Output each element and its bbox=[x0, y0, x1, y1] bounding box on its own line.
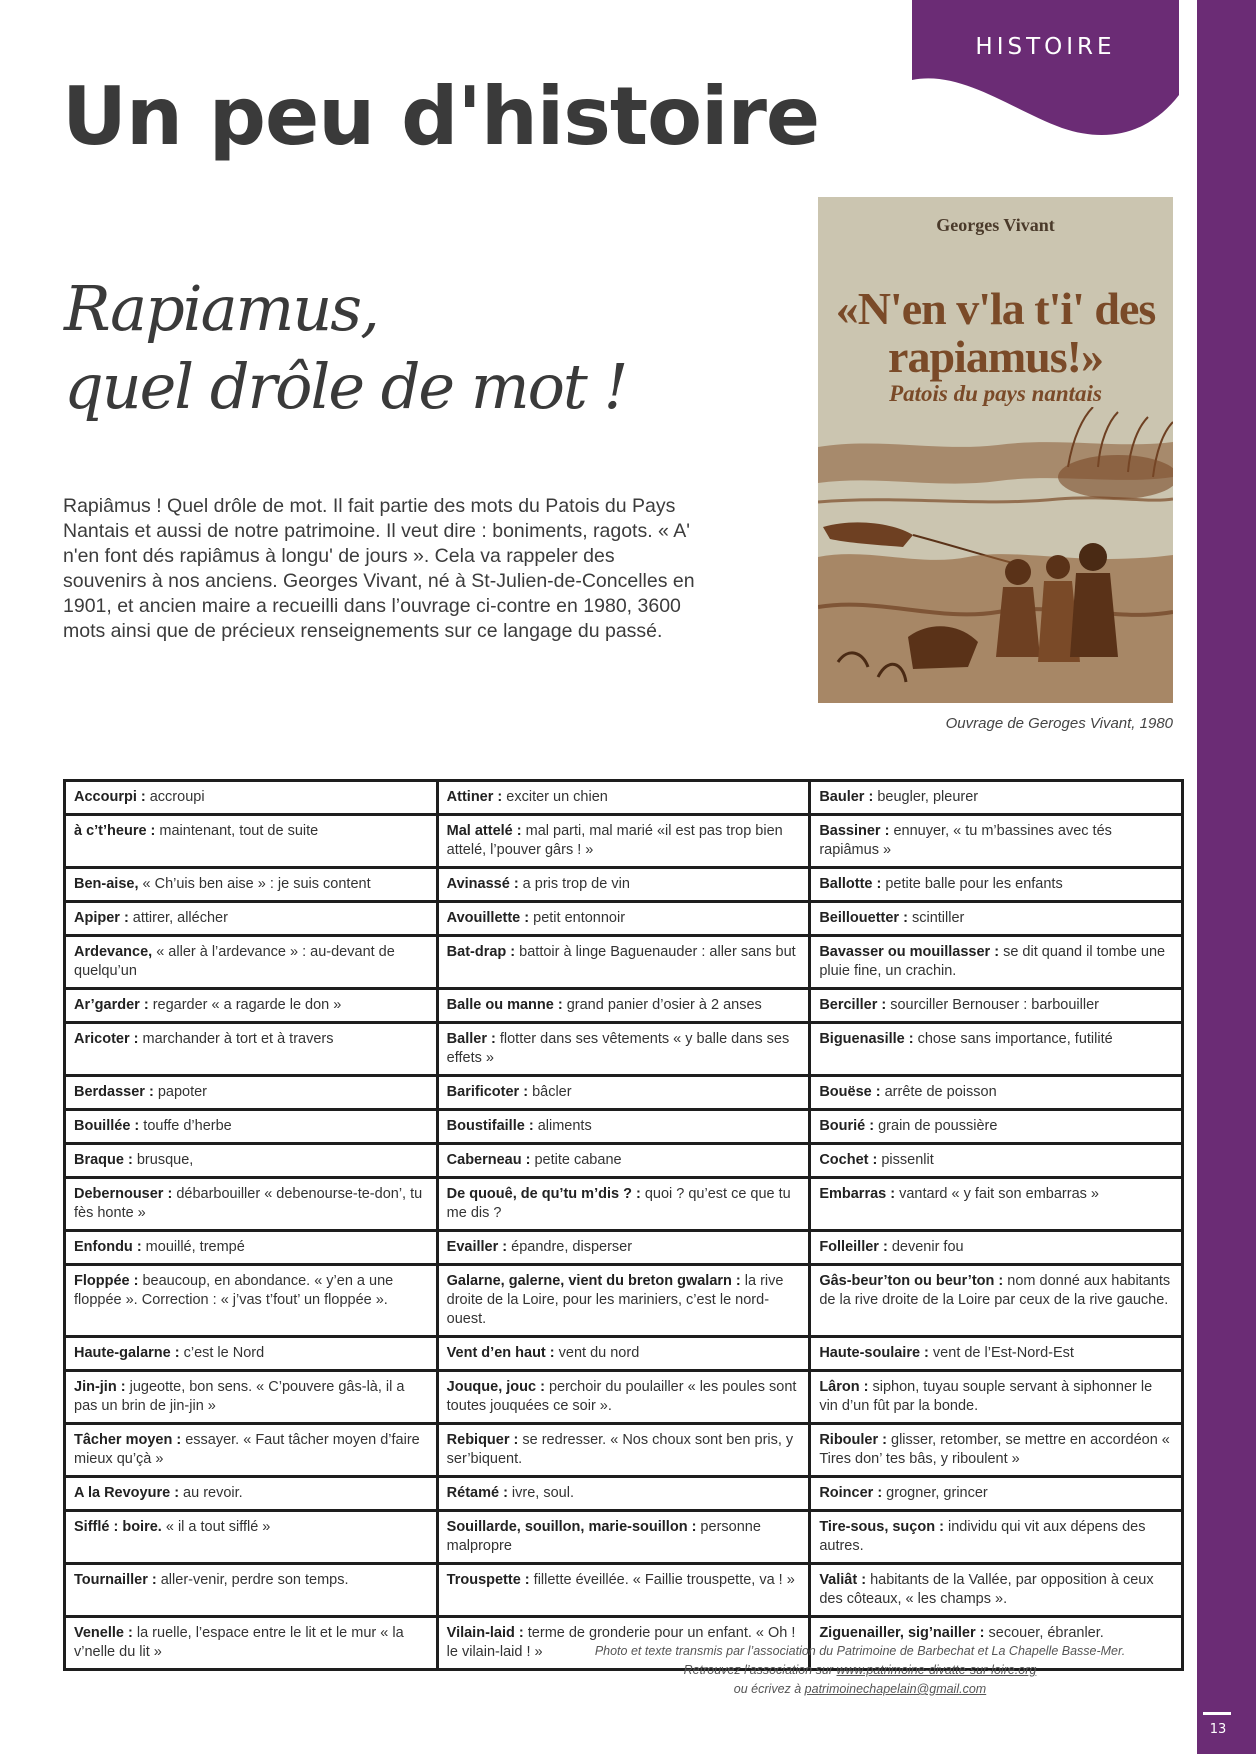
glossary-cell bbox=[810, 936, 1183, 989]
glossary-term: Galarne, galerne, vient du breton gwalarn : bbox=[446, 1273, 741, 1289]
glossary-definition: scintiller bbox=[907, 910, 965, 926]
glossary-term: Roincer : bbox=[819, 1485, 883, 1501]
glossary-definition: maintenant, tout de suite bbox=[155, 823, 319, 839]
glossary-term: Jin-jin : bbox=[74, 1379, 126, 1395]
glossary-cell bbox=[65, 1371, 438, 1424]
glossary-cell bbox=[810, 1371, 1183, 1424]
section-tab-shape bbox=[912, 0, 1179, 140]
glossary-term: Caberneau : bbox=[446, 1152, 531, 1168]
intro-paragraph: Rapiâmus ! Quel drôle de mot. Il fait partie des mots du Patois du Pays Nantais et aussi de notre patrimoine. Il veut dire : boniments, ragots. « A' n'en font dés rapiâmus à longu' de jours ». Cela va rappeler des souvenirs à nos anciens. Georges Vivant, né à St-Julien-de-Concelles en 1901, et ancien maire a recueilli dans l’ouvrage ci-contre en 1980, 3600 mots ainsi que de précieux renseignements sur ce langage du passé. bbox=[63, 495, 695, 642]
glossary-cell bbox=[810, 1265, 1183, 1337]
glossary-definition: vantard « y fait son embarras » bbox=[895, 1186, 1099, 1202]
glossary-definition: aller-venir, perdre son temps. bbox=[156, 1572, 349, 1588]
glossary-definition: la ruelle, l’espace entre le lit et le mur « la v’nelle du lit » bbox=[74, 1625, 404, 1660]
glossary-cell bbox=[65, 1511, 438, 1564]
table-row bbox=[65, 1477, 1183, 1511]
glossary-definition: vent de l’Est-Nord-Est bbox=[928, 1345, 1074, 1361]
glossary-term: Ribouler : bbox=[819, 1432, 887, 1448]
glossary-cell bbox=[810, 1178, 1183, 1231]
table-row bbox=[65, 1337, 1183, 1371]
glossary-cell bbox=[65, 936, 438, 989]
glossary-cell bbox=[65, 989, 438, 1023]
glossary-term: Ziguenailler, sig’nailler : bbox=[819, 1625, 985, 1641]
glossary-definition: accroupi bbox=[145, 789, 205, 805]
glossary-definition: battoir à linge Baguenauder : aller sans but bbox=[515, 944, 796, 960]
table-row bbox=[65, 1424, 1183, 1477]
glossary-cell bbox=[437, 1564, 810, 1617]
glossary-definition: marchander à tort et à travers bbox=[138, 1031, 334, 1047]
glossary-term: Biguenasille : bbox=[819, 1031, 914, 1047]
glossary-definition: grogner, grincer bbox=[882, 1485, 988, 1501]
glossary-definition: épandre, disperser bbox=[507, 1239, 633, 1255]
glossary-term: Rétamé : bbox=[446, 1485, 508, 1501]
glossary-term: Tire-sous, suçon : bbox=[819, 1519, 944, 1535]
glossary-term: Folleiller : bbox=[819, 1239, 888, 1255]
glossary-cell bbox=[437, 989, 810, 1023]
table-row bbox=[65, 1564, 1183, 1617]
subtitle-line-1: Rapiamus, bbox=[64, 272, 378, 345]
glossary-term: De quouê, de qu’tu m’dis ? : bbox=[446, 1186, 641, 1202]
glossary-definition: « Ch’uis ben aise » : je suis content bbox=[138, 876, 371, 892]
glossary-term: Bassiner : bbox=[819, 823, 890, 839]
glossary-body bbox=[65, 781, 1183, 1670]
glossary-term: Bat-drap : bbox=[446, 944, 516, 960]
table-row bbox=[65, 1511, 1183, 1564]
glossary-term: Aricoter : bbox=[74, 1031, 139, 1047]
glossary-definition: touffe d’herbe bbox=[139, 1118, 232, 1134]
glossary-term: Apiper : bbox=[74, 910, 129, 926]
glossary-cell bbox=[437, 936, 810, 989]
glossary-term: Tâcher moyen : bbox=[74, 1432, 182, 1448]
glossary-term: Lâron : bbox=[819, 1379, 869, 1395]
glossary-definition: exciter un chien bbox=[502, 789, 608, 805]
book-illustration bbox=[818, 407, 1173, 703]
glossary-term: Vent d’en haut : bbox=[446, 1345, 555, 1361]
glossary-definition: petit entonnoir bbox=[529, 910, 626, 926]
glossary-cell bbox=[65, 1424, 438, 1477]
glossary-cell bbox=[65, 1023, 438, 1076]
glossary-cell bbox=[437, 868, 810, 902]
glossary-cell bbox=[437, 1231, 810, 1265]
glossary-cell bbox=[437, 1110, 810, 1144]
glossary-definition: « il a tout sifflé » bbox=[161, 1519, 271, 1535]
glossary-term: Baller : bbox=[446, 1031, 496, 1047]
credits-line-3-text: ou écrivez à bbox=[733, 1682, 805, 1696]
book-title bbox=[818, 285, 1173, 381]
glossary-cell bbox=[437, 1265, 810, 1337]
glossary-cell bbox=[437, 781, 810, 815]
glossary-term: Cochet : bbox=[819, 1152, 878, 1168]
glossary-term: Berciller : bbox=[819, 997, 887, 1013]
glossary-term: Boustifaille : bbox=[446, 1118, 534, 1134]
glossary-term: Souillarde, souillon, marie-souillon : bbox=[446, 1519, 697, 1535]
glossary-definition: la rive droite de la Loire, pour les mariniers, c’est le nord-ouest. bbox=[446, 1273, 784, 1327]
glossary-cell bbox=[810, 1564, 1183, 1617]
subtitle bbox=[64, 270, 626, 426]
glossary-cell bbox=[810, 989, 1183, 1023]
book-subtitle: Patois du pays nantais bbox=[889, 381, 1102, 406]
glossary-definition: regarder « a ragarde le don » bbox=[148, 997, 342, 1013]
glossary-definition: habitants de la Vallée, par opposition à ceux des côteaux, « les champs ». bbox=[819, 1572, 1154, 1607]
glossary-definition: personne malpropre bbox=[446, 1519, 761, 1554]
subtitle-line-2: quel drôle de mot ! bbox=[64, 350, 627, 423]
glossary-cell bbox=[810, 1076, 1183, 1110]
glossary-cell bbox=[810, 1110, 1183, 1144]
glossary-cell bbox=[810, 902, 1183, 936]
glossary-definition: c’est le Nord bbox=[179, 1345, 265, 1361]
table-row bbox=[65, 1231, 1183, 1265]
glossary-term: Balle ou manne : bbox=[446, 997, 563, 1013]
glossary-cell bbox=[65, 1076, 438, 1110]
glossary-definition: jugeotte, bon sens. « C’pouvere gâs-là, il a pas un brin de jin-jin » bbox=[74, 1379, 405, 1414]
table-row bbox=[65, 1144, 1183, 1178]
glossary-definition: devenir fou bbox=[887, 1239, 964, 1255]
glossary-cell bbox=[65, 1617, 438, 1670]
glossary-term: Beillouetter : bbox=[819, 910, 908, 926]
glossary-definition: glisser, retomber, se mettre en accordéon « Tires don’ tes bâs, y riboulent » bbox=[819, 1432, 1170, 1467]
glossary-cell bbox=[437, 1424, 810, 1477]
glossary-cell bbox=[65, 868, 438, 902]
glossary-cell bbox=[437, 1511, 810, 1564]
glossary-cell bbox=[65, 1144, 438, 1178]
glossary-term: Vilain-laid : bbox=[446, 1625, 524, 1641]
glossary-cell bbox=[437, 1337, 810, 1371]
book-title-line-2: rapiamus!» bbox=[888, 331, 1103, 382]
credits-line-2-text: Retrouvez l’association sur bbox=[683, 1663, 837, 1677]
glossary-definition: petite balle pour les enfants bbox=[881, 876, 1063, 892]
glossary-cell bbox=[65, 781, 438, 815]
glossary-definition: débarbouiller « debenourse-te-don’, tu fès honte » bbox=[74, 1186, 423, 1221]
glossary-cell bbox=[810, 1477, 1183, 1511]
glossary-cell bbox=[810, 1231, 1183, 1265]
glossary-definition: se redresser. « Nos choux sont ben pris, y ser’biquent. bbox=[446, 1432, 794, 1467]
table-row bbox=[65, 868, 1183, 902]
glossary-term: Sifflé : boire. bbox=[74, 1519, 162, 1535]
glossary-definition: fillette éveillée. « Faillie trouspette, va ! » bbox=[529, 1572, 795, 1588]
glossary-definition: ennuyer, « tu m’bassines avec tés rapiâmus » bbox=[819, 823, 1112, 858]
book-author: Georges Vivant bbox=[936, 215, 1055, 235]
glossary-definition: a pris trop de vin bbox=[518, 876, 630, 892]
glossary-term: Barificoter : bbox=[446, 1084, 529, 1100]
glossary-term: Evailler : bbox=[446, 1239, 508, 1255]
glossary-cell bbox=[437, 1023, 810, 1076]
glossary-cell bbox=[437, 1178, 810, 1231]
table-row bbox=[65, 1023, 1183, 1076]
book-cover-image bbox=[818, 197, 1173, 703]
glossary-term: Debernouser : bbox=[74, 1186, 173, 1202]
glossary-term: Bouillée : bbox=[74, 1118, 140, 1134]
table-row bbox=[65, 936, 1183, 989]
book-caption: Ouvrage de Geroges Vivant, 1980 bbox=[945, 715, 1173, 732]
page-number-rule bbox=[1203, 1712, 1231, 1715]
glossary-term: Ar’garder : bbox=[74, 997, 149, 1013]
glossary-term: Braque : bbox=[74, 1152, 133, 1168]
glossary-cell bbox=[437, 1076, 810, 1110]
glossary-cell bbox=[65, 1231, 438, 1265]
glossary-definition: terme de gronderie pour un enfant. « Oh ! le vilain-laid ! » bbox=[446, 1625, 796, 1660]
table-row bbox=[65, 1265, 1183, 1337]
glossary-term: Valiât : bbox=[819, 1572, 867, 1588]
page-title: Un peu d'histoire bbox=[62, 70, 820, 163]
glossary-definition: « aller à l’ardevance » : au-devant de quelqu’un bbox=[74, 944, 395, 979]
glossary-definition: pissenlit bbox=[877, 1152, 934, 1168]
glossary-term: Rebiquer : bbox=[446, 1432, 519, 1448]
glossary-definition: vent du nord bbox=[554, 1345, 640, 1361]
glossary-term: Tournailler : bbox=[74, 1572, 157, 1588]
glossary-cell bbox=[65, 1337, 438, 1371]
glossary-cell bbox=[810, 815, 1183, 868]
table-row bbox=[65, 1371, 1183, 1424]
association-email-link[interactable]: patrimoinechapelain@gmail.com bbox=[804, 1682, 987, 1696]
glossary-term: Ardevance, bbox=[74, 944, 153, 960]
glossary-cell bbox=[810, 1144, 1183, 1178]
glossary-definition: bâcler bbox=[528, 1084, 572, 1100]
glossary-definition: grain de poussière bbox=[874, 1118, 998, 1134]
glossary-definition: papoter bbox=[153, 1084, 208, 1100]
glossary-cell bbox=[810, 868, 1183, 902]
glossary-cell bbox=[437, 1371, 810, 1424]
glossary-cell bbox=[437, 902, 810, 936]
table-row bbox=[65, 1178, 1183, 1231]
glossary-term: Embarras : bbox=[819, 1186, 896, 1202]
table-row bbox=[65, 781, 1183, 815]
glossary-definition: petite cabane bbox=[530, 1152, 622, 1168]
table-row bbox=[65, 989, 1183, 1023]
glossary-definition: grand panier d’osier à 2 anses bbox=[562, 997, 762, 1013]
glossary-term: Enfondu : bbox=[74, 1239, 142, 1255]
table-row bbox=[65, 1110, 1183, 1144]
glossary-definition: sourciller Bernouser : barbouiller bbox=[886, 997, 1099, 1013]
glossary-definition: secouer, ébranler. bbox=[984, 1625, 1104, 1641]
glossary-term: Jouque, jouc : bbox=[446, 1379, 545, 1395]
glossary-cell bbox=[810, 1511, 1183, 1564]
glossary-term: Bauler : bbox=[819, 789, 874, 805]
glossary-cell bbox=[65, 1178, 438, 1231]
glossary-table bbox=[63, 779, 1184, 1671]
glossary-cell bbox=[437, 815, 810, 868]
glossary-term: Ballotte : bbox=[819, 876, 882, 892]
glossary-cell bbox=[810, 1023, 1183, 1076]
glossary-cell bbox=[810, 1337, 1183, 1371]
glossary-term: Floppée : bbox=[74, 1273, 139, 1289]
glossary-term: Haute-soulaire : bbox=[819, 1345, 929, 1361]
glossary-term: Trouspette : bbox=[446, 1572, 530, 1588]
glossary-cell bbox=[810, 781, 1183, 815]
glossary-definition: chose sans importance, futilité bbox=[913, 1031, 1113, 1047]
glossary-term: Accourpi : bbox=[74, 789, 146, 805]
glossary-definition: aliments bbox=[533, 1118, 592, 1134]
glossary-definition: beugler, pleurer bbox=[873, 789, 979, 805]
glossary-term: Ben-aise, bbox=[74, 876, 139, 892]
glossary-term: Bavasser ou mouillasser : bbox=[819, 944, 1000, 960]
glossary-term: Berdasser : bbox=[74, 1084, 154, 1100]
glossary-term: A la Revoyure : bbox=[74, 1485, 180, 1501]
glossary-definition: flotter dans ses vêtements « y balle dans ses effets » bbox=[446, 1031, 790, 1066]
glossary-term: Venelle : bbox=[74, 1625, 133, 1641]
glossary-term: Avinassé : bbox=[446, 876, 519, 892]
glossary-definition: perchoir du poulailler « les poules sont toutes jouquées ce soir ». bbox=[446, 1379, 797, 1414]
credits-line-3 bbox=[560, 1680, 1160, 1699]
glossary-cell bbox=[65, 1265, 438, 1337]
glossary-definition: attirer, allécher bbox=[128, 910, 228, 926]
glossary-term: Avouillette : bbox=[446, 910, 530, 926]
glossary-cell bbox=[65, 1110, 438, 1144]
glossary-term: Haute-galarne : bbox=[74, 1345, 180, 1361]
glossary-definition: siphon, tuyau souple servant à siphonner le vin d’un fût par la bonde. bbox=[819, 1379, 1153, 1414]
section-label: HISTOIRE bbox=[975, 34, 1116, 60]
glossary-definition: arrête de poisson bbox=[880, 1084, 997, 1100]
glossary-term: Gâs-beur’ton ou beur’ton : bbox=[819, 1273, 1004, 1289]
glossary-definition: individu qui vit aux dépens des autres. bbox=[819, 1519, 1146, 1554]
glossary-term: Mal attelé : bbox=[446, 823, 522, 839]
glossary-definition: mal parti, mal marié «il est pas trop bien attelé, l’pouver gârs ! » bbox=[446, 823, 783, 858]
glossary-definition: au revoir. bbox=[179, 1485, 243, 1501]
glossary-term: Bouëse : bbox=[819, 1084, 881, 1100]
credits-line-2 bbox=[560, 1661, 1160, 1680]
glossary-cell bbox=[65, 1477, 438, 1511]
glossary-term: Attiner : bbox=[446, 789, 503, 805]
glossary-cell bbox=[810, 1424, 1183, 1477]
section-tab bbox=[912, 0, 1179, 140]
glossary-definition: quoi ? qu’est ce que tu me dis ? bbox=[446, 1186, 791, 1221]
glossary-definition: ivre, soul. bbox=[507, 1485, 574, 1501]
credits bbox=[560, 1642, 1160, 1699]
table-row bbox=[65, 1076, 1183, 1110]
credits-line-1: Photo et texte transmis par l’association du Patrimoine de Barbechat et La Chapelle Basse-Mer. bbox=[594, 1644, 1126, 1658]
glossary-definition: brusque, bbox=[132, 1152, 194, 1168]
book-title-line-1: «N'en v'la t'i' des bbox=[835, 283, 1156, 334]
glossary-cell bbox=[65, 815, 438, 868]
side-bar bbox=[1197, 0, 1256, 1754]
glossary-definition: essayer. « Faut tâcher moyen d’faire mieux qu’çà » bbox=[74, 1432, 420, 1467]
glossary-definition: nom donné aux habitants de la rive droite de la Loire par ceux de la rive gauche. bbox=[819, 1273, 1171, 1308]
association-website-link[interactable]: www.patrimoine-divatte-sur-loire.org bbox=[836, 1663, 1037, 1677]
glossary-cell bbox=[437, 1477, 810, 1511]
glossary-cell bbox=[65, 1564, 438, 1617]
glossary-definition: se dit quand il tombe une pluie fine, un crachin. bbox=[819, 944, 1166, 979]
table-row bbox=[65, 902, 1183, 936]
glossary-definition: mouillé, trempé bbox=[141, 1239, 245, 1255]
table-row bbox=[65, 815, 1183, 868]
glossary-cell bbox=[437, 1144, 810, 1178]
glossary-definition: beaucoup, en abondance. « y’en a une floppée ». Correction : « j’vas t’fout’ un floppée ». bbox=[74, 1273, 394, 1308]
glossary-cell bbox=[65, 902, 438, 936]
glossary-term: Bourié : bbox=[819, 1118, 875, 1134]
glossary-term: à c’t’heure : bbox=[74, 823, 156, 839]
page-number: 13 bbox=[1209, 1722, 1227, 1737]
